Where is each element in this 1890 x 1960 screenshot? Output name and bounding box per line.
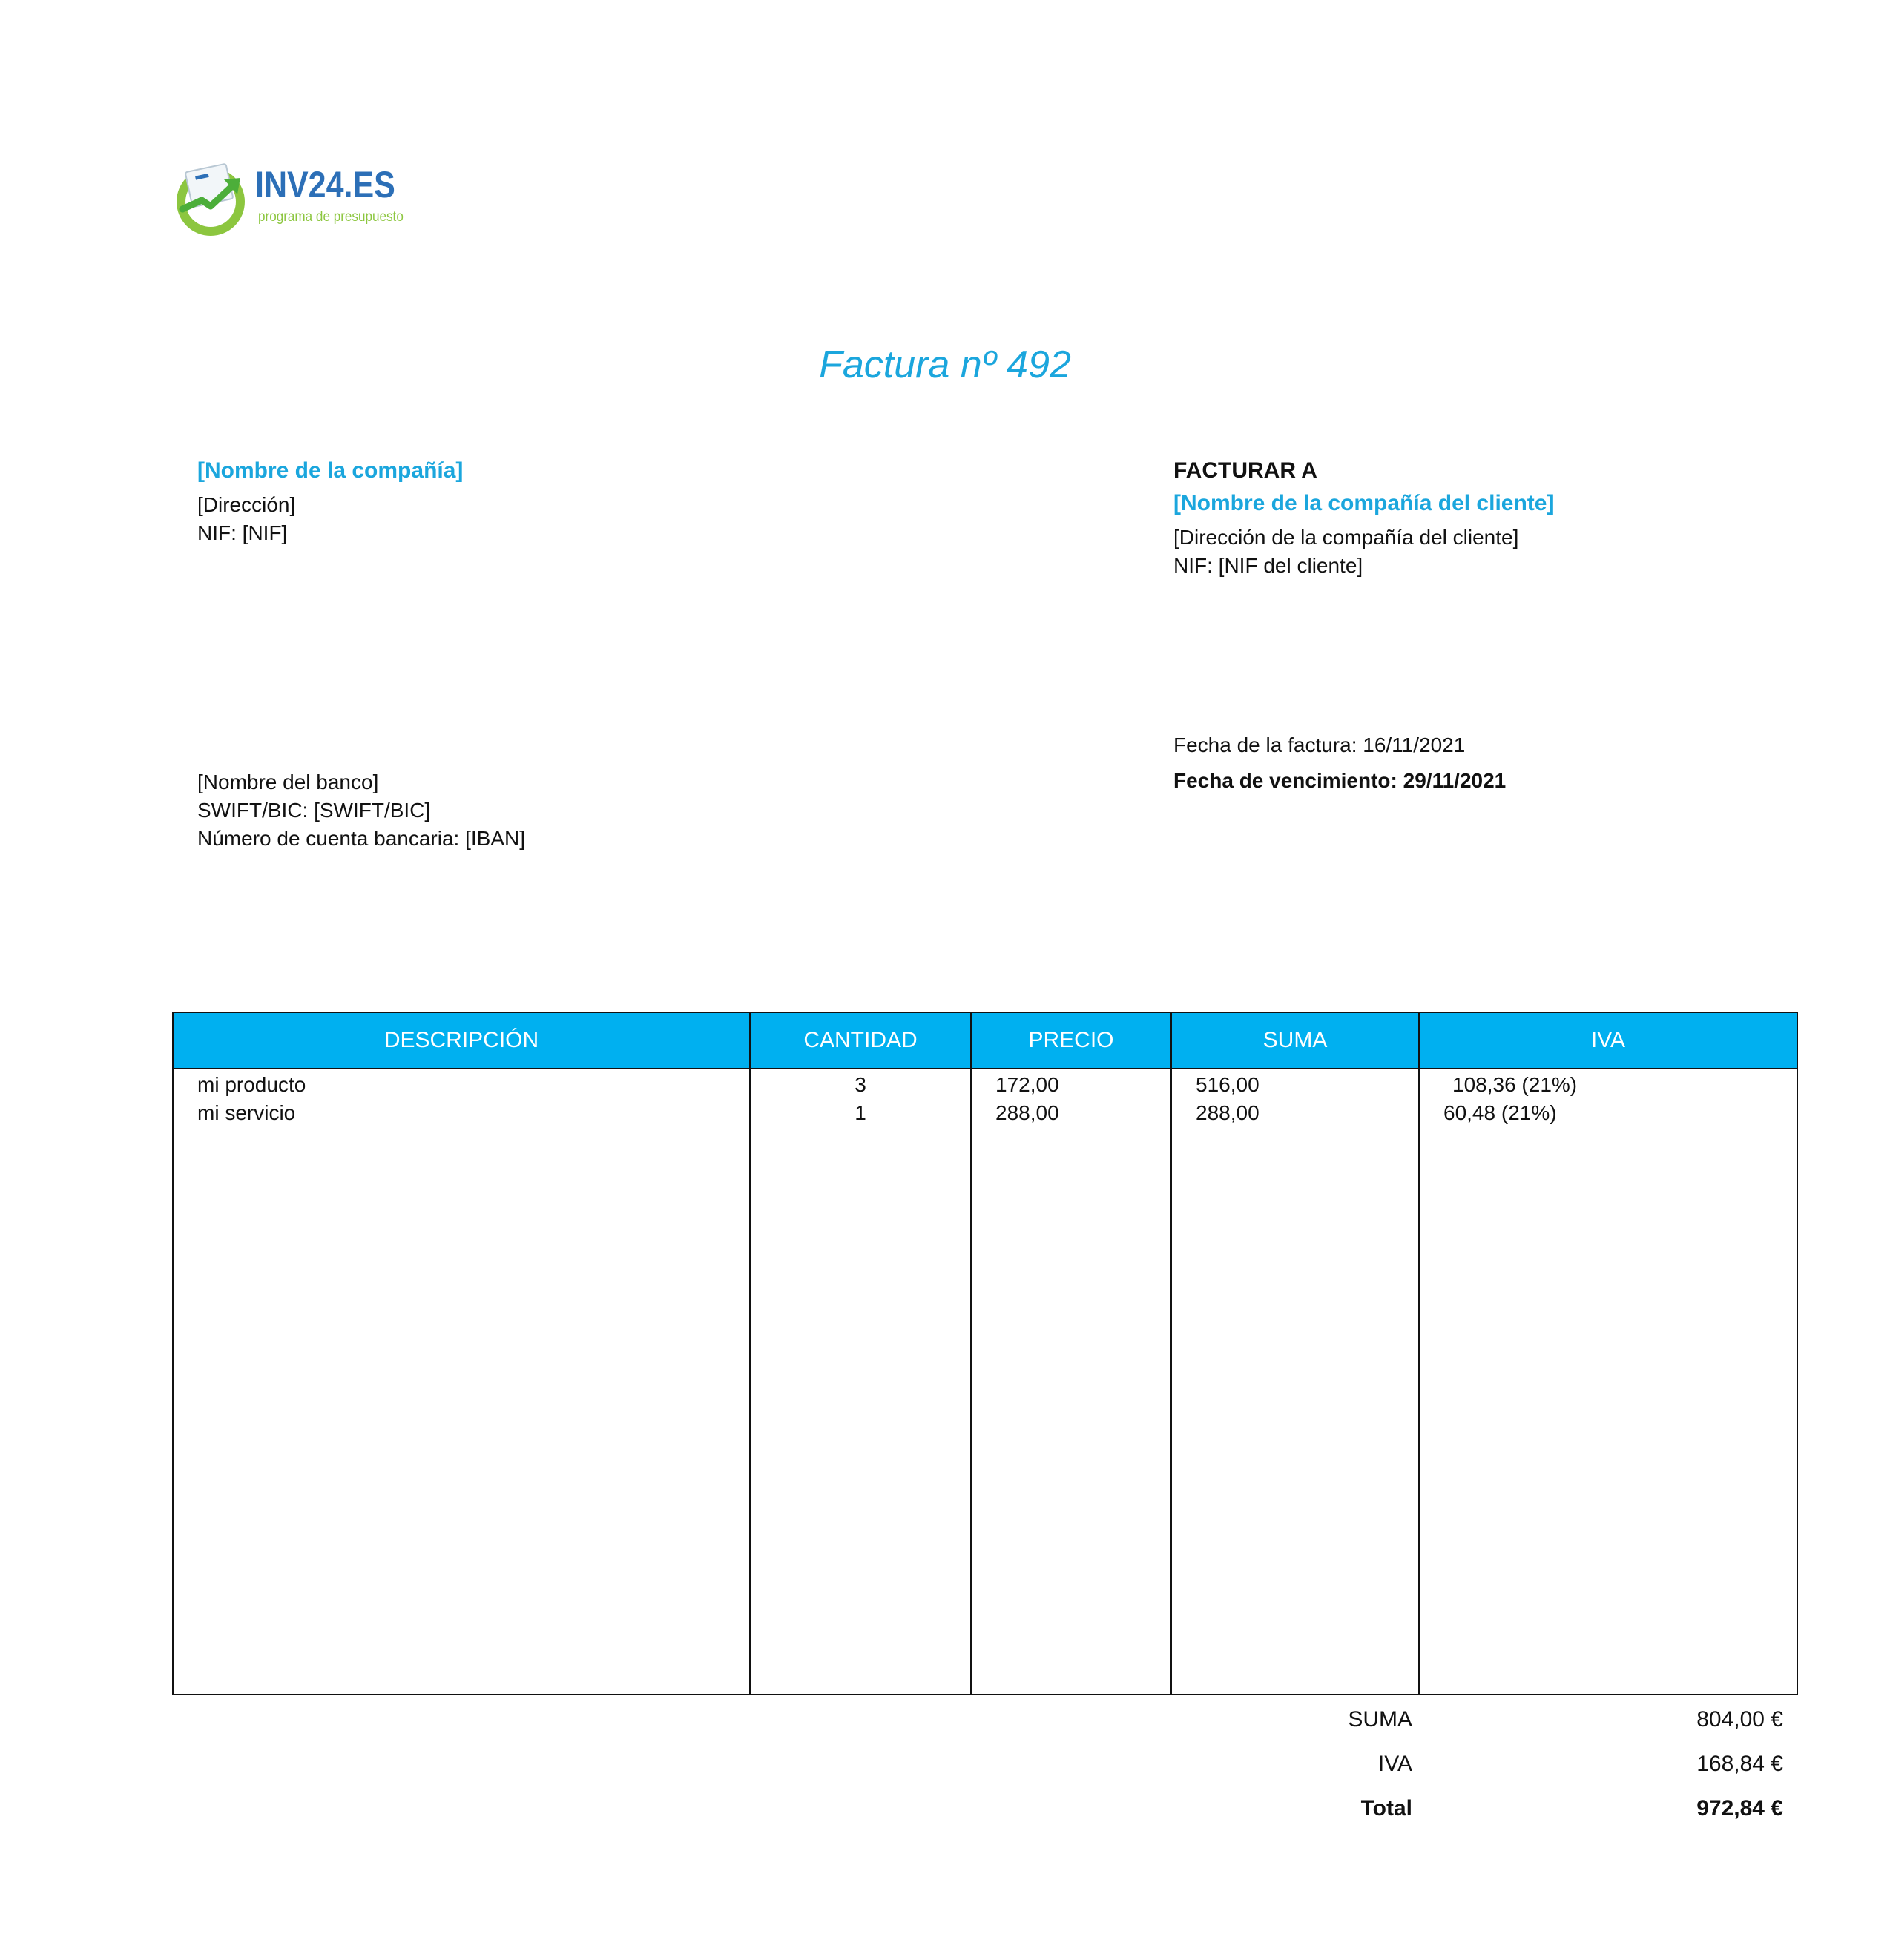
totals-sum-label: SUMA bbox=[1348, 1707, 1412, 1732]
totals-total-value: 972,84 € bbox=[1696, 1796, 1783, 1821]
invoice-title: Factura nº 492 bbox=[819, 343, 1071, 386]
table-header bbox=[174, 1013, 1797, 1069]
column-divider bbox=[1418, 1013, 1420, 1694]
row-2-price: 288,00 bbox=[995, 1101, 1059, 1124]
company-logo bbox=[172, 157, 409, 237]
row-1-sum: 516,00 bbox=[1196, 1073, 1260, 1096]
row-1-quantity: 3 bbox=[855, 1073, 866, 1096]
items-table bbox=[172, 1012, 1798, 1695]
client-company: [Nombre de la compañía del cliente] bbox=[1173, 491, 1555, 515]
bank-iban: Número de cuenta bancaria: [IBAN] bbox=[197, 827, 526, 850]
row-1-price: 172,00 bbox=[995, 1073, 1059, 1096]
row-2-description: mi servicio bbox=[197, 1101, 296, 1124]
row-2-quantity: 1 bbox=[855, 1101, 866, 1124]
sender-nif: NIF: [NIF] bbox=[197, 521, 288, 544]
header-description: DESCRIPCIÓN bbox=[383, 1028, 539, 1052]
totals-total-label: Total bbox=[1360, 1796, 1412, 1821]
row-1-vat: 108,36 (21%) bbox=[1452, 1073, 1578, 1096]
totals-vat-value: 168,84 € bbox=[1696, 1752, 1783, 1776]
header-quantity: CANTIDAD bbox=[803, 1028, 918, 1052]
invoice-date: Fecha de la factura: 16/11/2021 bbox=[1173, 733, 1466, 756]
column-divider bbox=[1170, 1013, 1172, 1694]
due-date: Fecha de vencimiento: 29/11/2021 bbox=[1173, 769, 1507, 792]
bill-to-heading: FACTURAR A bbox=[1173, 458, 1317, 483]
row-2-vat: 60,48 (21%) bbox=[1443, 1101, 1557, 1124]
totals-vat-label: IVA bbox=[1377, 1752, 1412, 1776]
client-address: [Dirección de la compañía del cliente] bbox=[1173, 526, 1519, 549]
header-price: PRECIO bbox=[1028, 1028, 1114, 1052]
bank-name: [Nombre del banco] bbox=[197, 771, 379, 793]
row-2-sum: 288,00 bbox=[1196, 1101, 1260, 1124]
sender-company: [Nombre de la compañía] bbox=[197, 458, 464, 483]
row-1-description: mi producto bbox=[197, 1073, 306, 1096]
logo-name: INV24.ES bbox=[255, 164, 395, 205]
totals-sum-value: 804,00 € bbox=[1696, 1707, 1783, 1732]
column-divider bbox=[970, 1013, 972, 1694]
header-sum: SUMA bbox=[1262, 1028, 1328, 1052]
logo-tagline: programa de presupuesto bbox=[258, 209, 404, 225]
header-vat: IVA bbox=[1590, 1028, 1626, 1052]
client-nif: NIF: [NIF del cliente] bbox=[1173, 554, 1363, 577]
logo-icon bbox=[172, 160, 249, 237]
bank-swift: SWIFT/BIC: [SWIFT/BIC] bbox=[197, 799, 431, 822]
sender-address: [Dirección] bbox=[197, 493, 296, 516]
